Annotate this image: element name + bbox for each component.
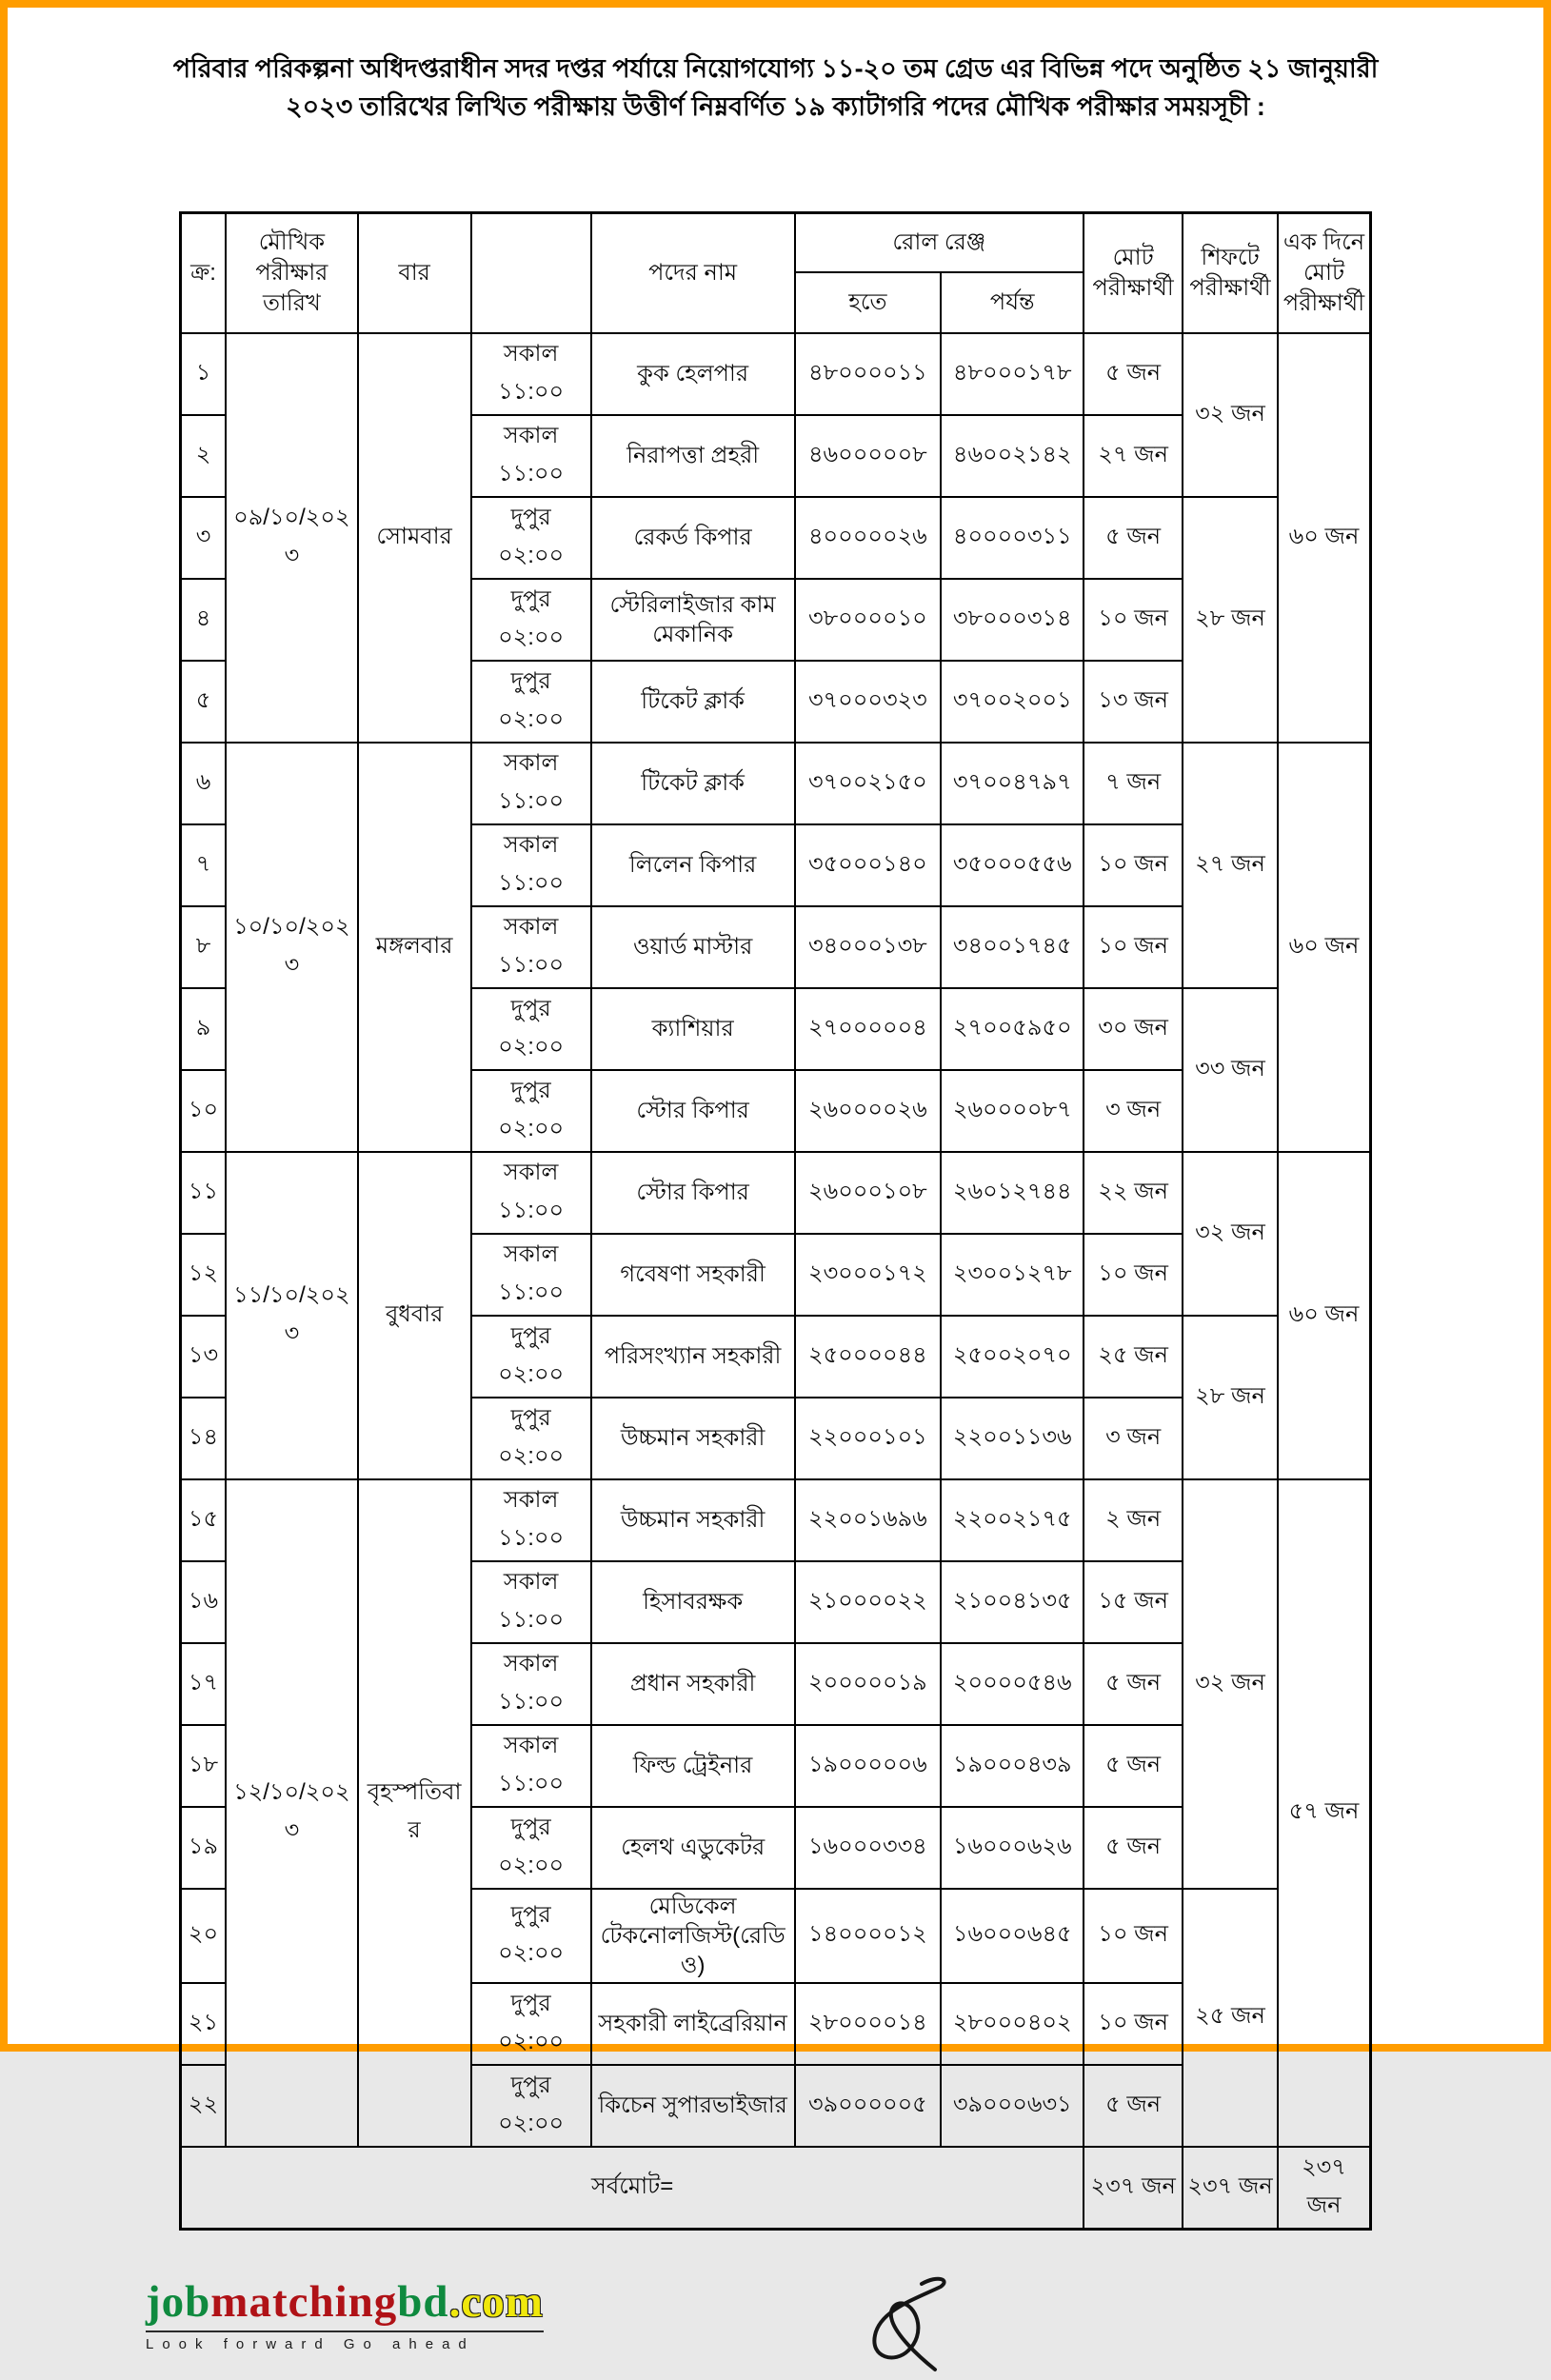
roll-to-cell: ৩৯০০০৬৩১ (941, 2065, 1084, 2147)
roll-from-cell: ৩৫০০০১৪০ (795, 824, 942, 906)
time-cell: দুপুর ০২:০০ (471, 988, 591, 1070)
total-cell: ৩ জন (1084, 1070, 1183, 1152)
roll-to-cell: ২১০০৪১৩৫ (941, 1561, 1084, 1643)
roll-to-cell: ২২০০১১৩৬ (941, 1398, 1084, 1479)
post-cell: মেডিকেল টেকনোলজিস্ট(রেডিও) (591, 1889, 795, 1983)
roll-from-cell: ২৮০০০০১৪ (795, 1983, 942, 2065)
post-cell: কুক হেলপার (591, 333, 795, 415)
serial-cell: ১৪ (181, 1398, 227, 1479)
logo-part-bd: bd (397, 2276, 449, 2327)
roll-from-cell: ৪৬০০০০০৮ (795, 415, 942, 497)
col-header-shift: শিফটে পরীক্ষার্থী (1183, 213, 1278, 333)
roll-from-cell: ১৪০০০০১২ (795, 1889, 942, 1983)
roll-from-cell: ১৯০০০০০৬ (795, 1725, 942, 1807)
post-cell: সহকারী লাইব্রেরিয়ান (591, 1983, 795, 2065)
signature-scribble (863, 2271, 958, 2380)
serial-cell: ২ (181, 415, 227, 497)
total-cell: ৫ জন (1084, 333, 1183, 415)
roll-to-cell: ৩৪০০১৭৪৫ (941, 906, 1084, 988)
roll-to-cell: ২২০০২১৭৫ (941, 1479, 1084, 1561)
time-cell: দুপুর ০২:০০ (471, 497, 591, 579)
time-cell: সকাল ১১:০০ (471, 824, 591, 906)
time-cell: সকাল ১১:০০ (471, 1234, 591, 1316)
post-cell: ক্যাশিয়ার (591, 988, 795, 1070)
post-cell: স্টোর কিপার (591, 1070, 795, 1152)
serial-cell: ১১ (181, 1152, 227, 1234)
serial-cell: ৮ (181, 906, 227, 988)
roll-from-cell: ২৫০০০০৪৪ (795, 1316, 942, 1398)
title-line-1: পরিবার পরিকল্পনা অধিদপ্তরাধীন সদর দপ্তর পর্যায়ে নিয়োগযোগ্য ১১-২০ তম গ্রেড এর বিভিন্ন পদে অনুষ্ঠিত ২১ জানুয়ারী (172, 54, 1379, 83)
serial-cell: ২২ (181, 2065, 227, 2147)
time-cell: সকাল ১১:০০ (471, 1479, 591, 1561)
total-cell: ১০ জন (1084, 824, 1183, 906)
logo-wordmark (146, 2276, 544, 2327)
total-cell: ১০ জন (1084, 1889, 1183, 1983)
post-cell: রেকর্ড কিপার (591, 497, 795, 579)
serial-cell: ২০ (181, 1889, 227, 1983)
roll-from-cell: ৩৯০০০০০৫ (795, 2065, 942, 2147)
total-cell: ২২ জন (1084, 1152, 1183, 1234)
col-header-post: পদের নাম (591, 213, 795, 333)
roll-from-cell: ৩৭০০২১৫০ (795, 743, 942, 824)
total-cell: ৫ জন (1084, 1807, 1183, 1889)
day-total-cell: ৬০ জন (1278, 333, 1371, 743)
shift-cell: ৩২ জন (1183, 1479, 1278, 1889)
time-cell: দুপুর ০২:০০ (471, 1889, 591, 1983)
post-cell: ওয়ার্ড মাস্টার (591, 906, 795, 988)
table-row (181, 1152, 1371, 1234)
logo-part-com: .com (448, 2276, 544, 2327)
serial-cell: ৯ (181, 988, 227, 1070)
serial-cell: ১৬ (181, 1561, 227, 1643)
roll-from-cell: ৩৭০০০৩২৩ (795, 661, 942, 743)
table-row (181, 333, 1371, 415)
roll-to-cell: ২৫০০২০৭০ (941, 1316, 1084, 1398)
post-cell: টিকেট ক্লার্ক (591, 743, 795, 824)
time-cell: সকাল ১১:০০ (471, 1152, 591, 1234)
roll-to-cell: ৩৮০০০৩১৪ (941, 579, 1084, 661)
shift-cell: ৩২ জন (1183, 333, 1278, 497)
total-cell: ৩০ জন (1084, 988, 1183, 1070)
time-cell: দুপুর ০২:০০ (471, 1070, 591, 1152)
post-cell: নিরাপত্তা প্রহরী (591, 415, 795, 497)
roll-to-cell: ১৬০০০৬৪৫ (941, 1889, 1084, 1983)
time-cell: দুপুর ০২:০০ (471, 661, 591, 743)
shift-cell: ৩২ জন (1183, 1152, 1278, 1316)
roll-to-cell: ২৭০০৫৯৫০ (941, 988, 1084, 1070)
time-cell: দুপুর ০২:০০ (471, 579, 591, 661)
roll-to-cell: ৩৫০০০৫৫৬ (941, 824, 1084, 906)
date-cell: ১২/১০/২০২৩ (226, 1479, 358, 2147)
date-cell: ১০/১০/২০২৩ (226, 743, 358, 1152)
time-cell: সকাল ১১:০০ (471, 906, 591, 988)
col-header-time (471, 213, 591, 333)
post-cell: টিকেট ক্লার্ক (591, 661, 795, 743)
total-cell: ১০ জন (1084, 579, 1183, 661)
roll-from-cell: ৩৮০০০০১০ (795, 579, 942, 661)
day-cell: মঙ্গলবার (358, 743, 471, 1152)
serial-cell: ১২ (181, 1234, 227, 1316)
time-cell: সকাল ১১:০০ (471, 1643, 591, 1725)
total-cell: ১০ জন (1084, 906, 1183, 988)
shift-cell: ২৮ জন (1183, 1316, 1278, 1479)
roll-from-cell: ২৬০০০০২৬ (795, 1070, 942, 1152)
total-cell: ৫ জন (1084, 1725, 1183, 1807)
table-row (181, 1479, 1371, 1561)
grand-total-cell: ২৩৭ জন (1084, 2147, 1183, 2230)
roll-to-cell: ৪৬০০২১৪২ (941, 415, 1084, 497)
post-cell: পরিসংখ্যান সহকারী (591, 1316, 795, 1398)
serial-cell: ২১ (181, 1983, 227, 2065)
date-cell: ০৯/১০/২০২৩ (226, 333, 358, 743)
post-cell: হিসাবরক্ষক (591, 1561, 795, 1643)
serial-cell: ৬ (181, 743, 227, 824)
total-cell: ১৫ জন (1084, 1561, 1183, 1643)
day-total-cell: ৬০ জন (1278, 743, 1371, 1152)
total-cell: ৫ জন (1084, 497, 1183, 579)
day-total-cell: ৫৭ জন (1278, 1479, 1371, 2147)
serial-cell: ৪ (181, 579, 227, 661)
roll-from-cell: ২৬০০০১০৮ (795, 1152, 942, 1234)
serial-cell: ৫ (181, 661, 227, 743)
col-header-serial: ক্র: (181, 213, 227, 333)
time-cell: দুপুর ০২:০০ (471, 1983, 591, 2065)
roll-from-cell: ২২০০০১০১ (795, 1398, 942, 1479)
roll-to-cell: ৪৮০০০১৭৮ (941, 333, 1084, 415)
post-cell: কিচেন সুপারভাইজার (591, 2065, 795, 2147)
serial-cell: ১০ (181, 1070, 227, 1152)
total-cell: ২৫ জন (1084, 1316, 1183, 1398)
jobmatchingbd-logo (146, 2276, 544, 2352)
time-cell: দুপুর ০২:০০ (471, 1316, 591, 1398)
roll-to-cell: ২৬০০০০৮৭ (941, 1070, 1084, 1152)
shift-cell: ২৭ জন (1183, 743, 1278, 988)
roll-from-cell: ২১০০০০২২ (795, 1561, 942, 1643)
total-cell: ২ জন (1084, 1479, 1183, 1561)
time-cell: সকাল ১১:০০ (471, 1725, 591, 1807)
post-cell: প্রধান সহকারী (591, 1643, 795, 1725)
serial-cell: ১ (181, 333, 227, 415)
total-cell: ২৭ জন (1084, 415, 1183, 497)
time-cell: দুপুর ০২:০০ (471, 2065, 591, 2147)
roll-from-cell: ৪৮০০০০১১ (795, 333, 942, 415)
signature-icon (863, 2271, 958, 2375)
post-cell: উচ্চমান সহকারী (591, 1479, 795, 1561)
time-cell: দুপুর ০২:০০ (471, 1807, 591, 1889)
logo-part-matching: matching (210, 2276, 398, 2327)
col-header-day: বার (358, 213, 471, 333)
time-cell: সকাল ১১:০০ (471, 1561, 591, 1643)
serial-cell: ১৯ (181, 1807, 227, 1889)
roll-from-cell: ২২০০১৬৯৬ (795, 1479, 942, 1561)
serial-cell: ৭ (181, 824, 227, 906)
total-cell: ৭ জন (1084, 743, 1183, 824)
roll-to-cell: ২৮০০০৪০২ (941, 1983, 1084, 2065)
roll-from-cell: ২৩০০০১৭২ (795, 1234, 942, 1316)
time-cell: সকাল ১১:০০ (471, 743, 591, 824)
roll-to-cell: ৪০০০০৩১১ (941, 497, 1084, 579)
logo-part-job: job (146, 2276, 211, 2327)
header-row-1 (181, 213, 1371, 272)
post-cell: স্টোর কিপার (591, 1152, 795, 1234)
total-cell: ৩ জন (1084, 1398, 1183, 1479)
roll-to-cell: ৩৭০০২০০১ (941, 661, 1084, 743)
col-header-total: মোট পরীক্ষার্থী (1084, 213, 1183, 333)
col-header-date: মৌখিক পরীক্ষার তারিখ (226, 213, 358, 333)
col-header-day-total: এক দিনে মোট পরীক্ষার্থী (1278, 213, 1371, 333)
title-line-2: ২০২৩ তারিখের লিখিত পরীক্ষায় উত্তীর্ণ নিম্নবর্ণিত ১৯ ক্যাটাগরি পদের মৌখিক পরীক্ষার সময়সূচী : (286, 92, 1265, 121)
roll-from-cell: ১৬০০০৩৩৪ (795, 1807, 942, 1889)
col-header-roll-to: পর্যন্ত (941, 272, 1084, 333)
day-cell: সোমবার (358, 333, 471, 743)
shift-cell: ২৫ জন (1183, 1889, 1278, 2147)
day-total-cell: ৬০ জন (1278, 1152, 1371, 1479)
shift-cell: ৩৩ জন (1183, 988, 1278, 1152)
serial-cell: ১৮ (181, 1725, 227, 1807)
post-cell: উচ্চমান সহকারী (591, 1398, 795, 1479)
post-cell: ফিল্ড ট্রেইনার (591, 1725, 795, 1807)
roll-to-cell: ২৩০০১২৭৮ (941, 1234, 1084, 1316)
shift-cell: ২৮ জন (1183, 497, 1278, 743)
grand-total-shift-cell: ২৩৭ জন (1183, 2147, 1278, 2230)
post-cell: স্টেরিলাইজার কাম মেকানিক (591, 579, 795, 661)
serial-cell: ১৩ (181, 1316, 227, 1398)
grand-total-label: সর্বমোট= (181, 2147, 1084, 2230)
roll-from-cell: ২০০০০০১৯ (795, 1643, 942, 1725)
roll-from-cell: ৪০০০০০২৬ (795, 497, 942, 579)
time-cell: সকাল ১১:০০ (471, 333, 591, 415)
grand-total-row (181, 2147, 1371, 2230)
total-cell: ৫ জন (1084, 1643, 1183, 1725)
serial-cell: ৩ (181, 497, 227, 579)
total-cell: ১০ জন (1084, 1234, 1183, 1316)
roll-to-cell: ২৬০১২৭৪৪ (941, 1152, 1084, 1234)
day-cell: বৃহস্পতিবার (358, 1479, 471, 2147)
roll-from-cell: ৩৪০০০১৩৮ (795, 906, 942, 988)
serial-cell: ১৭ (181, 1643, 227, 1725)
post-cell: গবেষণা সহকারী (591, 1234, 795, 1316)
document-title (129, 50, 1423, 126)
post-cell: লিলেন কিপার (591, 824, 795, 906)
total-cell: ৫ জন (1084, 2065, 1183, 2147)
date-cell: ১১/১০/২০২৩ (226, 1152, 358, 1479)
time-cell: দুপুর ০২:০০ (471, 1398, 591, 1479)
roll-to-cell: ২০০০০৫৪৬ (941, 1643, 1084, 1725)
col-header-roll-from: হতে (795, 272, 942, 333)
roll-to-cell: ১৬০০০৬২৬ (941, 1807, 1084, 1889)
table-row (181, 743, 1371, 824)
total-cell: ১০ জন (1084, 1983, 1183, 2065)
logo-tagline: Look forward Go ahead (146, 2330, 544, 2351)
serial-cell: ১৫ (181, 1479, 227, 1561)
roll-to-cell: ১৯০০০৪৩৯ (941, 1725, 1084, 1807)
exam-schedule-table (179, 211, 1372, 2231)
roll-to-cell: ৩৭০০৪৭৯৭ (941, 743, 1084, 824)
post-cell: হেলথ এডুকেটর (591, 1807, 795, 1889)
col-header-roll-range: রোল রেঞ্জ (795, 213, 1084, 272)
roll-from-cell: ২৭০০০০০৪ (795, 988, 942, 1070)
day-cell: বুধবার (358, 1152, 471, 1479)
grand-total-day-cell: ২৩৭ জন (1278, 2147, 1371, 2230)
time-cell: সকাল ১১:০০ (471, 415, 591, 497)
total-cell: ১৩ জন (1084, 661, 1183, 743)
